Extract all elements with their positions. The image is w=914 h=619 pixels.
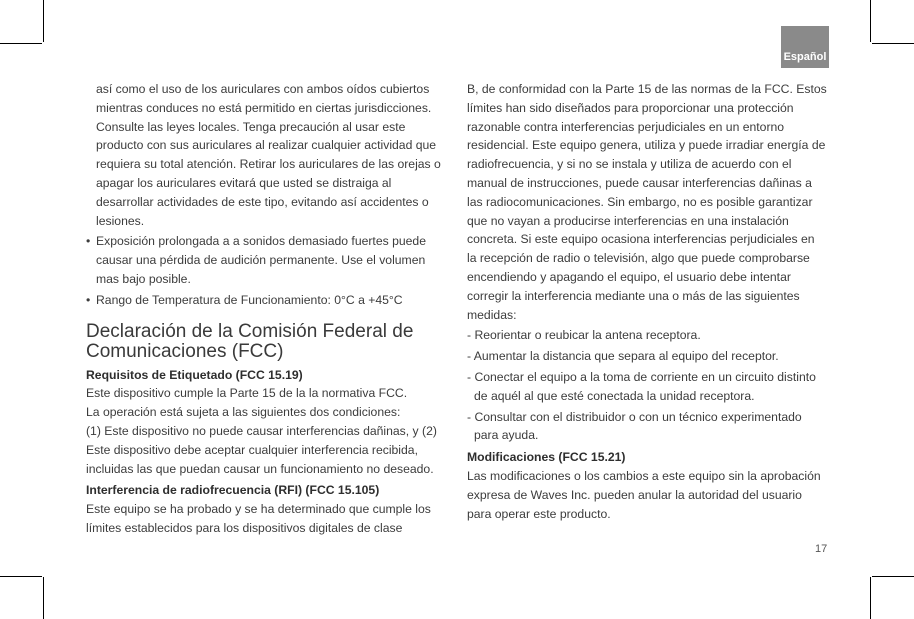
crop-mark bbox=[870, 577, 871, 619]
page-number: 17 bbox=[815, 543, 828, 555]
measure-item: - Reorientar o reubicar la antena receptora. bbox=[467, 328, 701, 343]
labeling-heading: Requisitos de Etiquetado (FCC 15.19) bbox=[86, 367, 303, 382]
modifications-heading: Modificaciones (FCC 15.21) bbox=[467, 450, 626, 465]
labeling-line: La operación está sujeta a las siguientes dos condiciones: bbox=[86, 405, 401, 420]
measure-item: - Conectar el equipo a la toma de corriente en un circuito distinto de aquél al que esté conectada la unidad receptora. bbox=[467, 369, 816, 403]
continued-paragraph: así como el uso de los auriculares con ambos oídos cubiertos mientras conduces no está permitido en ciertas jurisdicciones. Consulte las leyes locales. Tenga precaución al usar este producto con sus auriculares al realizar cualquier actividad que requiera su total atención. Retirar los auriculares de las orejas o apagar los auriculares evitará que usted se distraiga al desarrollar actividades de este tipo, evitando así accidentes o lesiones. bbox=[96, 82, 441, 228]
labeling-line: Este dispositivo cumple la Parte 15 de la la normativa FCC. bbox=[86, 386, 408, 401]
crop-mark bbox=[872, 576, 914, 577]
measure-item: - Aumentar la distancia que separa al equipo del receptor. bbox=[467, 349, 779, 364]
left-column bbox=[86, 80, 448, 538]
labeling-line: (1) Este dispositivo no puede causar interferencias dañinas, y (2) Este dispositivo debe aceptar cualquier interferencia recibida, incluidas las que puedan causar un funcionamiento no deseado. bbox=[86, 423, 437, 476]
list-item: • Rango de Temperatura de Funcionamiento: 0°C a +45°C bbox=[86, 291, 448, 310]
bullet-icon: • bbox=[86, 292, 91, 307]
crop-mark bbox=[0, 43, 42, 44]
crop-mark bbox=[0, 576, 42, 577]
crop-mark bbox=[872, 43, 914, 44]
rfi-heading: Interferencia de radiofrecuencia (RFI) (FCC 15.105) bbox=[86, 483, 380, 498]
modifications-text: Las modificaciones o los cambios a este equipo sin la aprobación expresa de Waves Inc. pueden anular la autoridad del usuario para operar este producto. bbox=[467, 468, 821, 521]
bullet-icon: • bbox=[86, 234, 91, 249]
right-column bbox=[467, 80, 827, 523]
list-item: • Exposición prolongada a a sonidos demasiado fuertes puede causar una pérdida de audición permanente. Use el volumen mas bajo posible. bbox=[86, 234, 426, 286]
section-title: Declaración de la Comisión Federal de Comunicaciones (FCC) bbox=[86, 320, 414, 362]
rfi-continued-text: B, de conformidad con la Parte 15 de las normas de la FCC. Estos límites han sido diseñados para proporcionar una protección razonable contra interferencias perjudiciales en un entorno residencial. Este equipo genera, utiliza y puede irradiar energía de radiofrecuencia, y si no se instala y utiliza de acuerdo con el manual de instrucciones, puede causar interferencias dañinas a las radiocomunicaciones. Sin embargo, no es posible garantizar que no vayan a producirse interferencias en una instalación concreta. Si este equipo ocasiona interferencias perjudiciales en la recepción de radio o televisión, algo que puede comprobarse encendiendo y apagando el equipo, el usuario debe intentar corregir la interferencia mediante una o más de las siguientes medidas: bbox=[467, 82, 827, 322]
crop-mark bbox=[43, 577, 44, 619]
rfi-text: Este equipo se ha probado y se ha determinado que cumple los límites establecidos para los dispositivos digitales de clase bbox=[86, 502, 431, 535]
crop-mark bbox=[870, 0, 871, 42]
measure-item: - Consultar con el distribuidor o con un técnico experimentado para ayuda. bbox=[467, 409, 802, 443]
language-tab: Español bbox=[781, 26, 829, 68]
crop-mark bbox=[43, 0, 44, 42]
